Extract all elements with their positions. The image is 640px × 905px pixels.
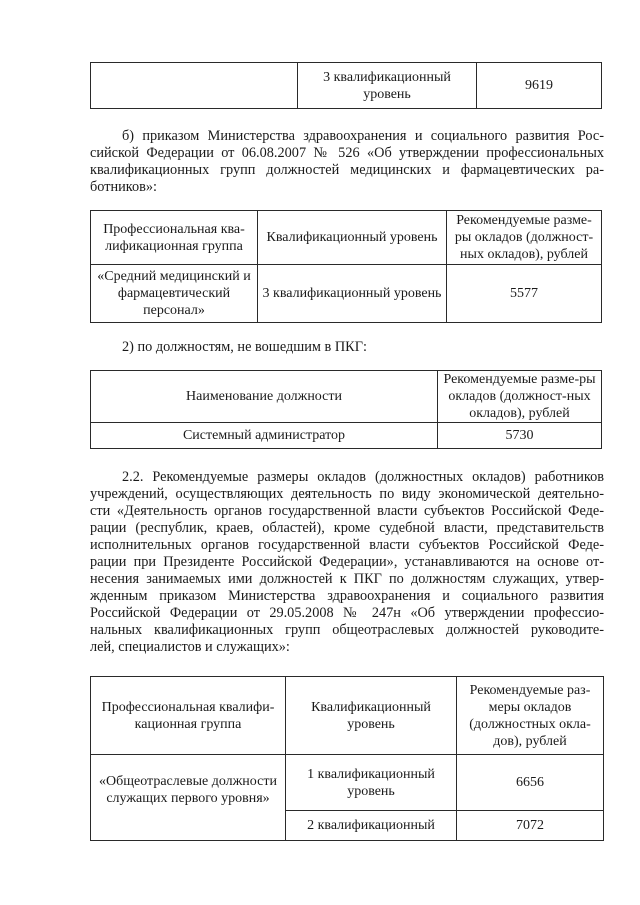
- text-line: Российской Федерации от 29.05.2008 № 247н «Об утверждении профессио-: [90, 605, 604, 621]
- table-1: [90, 62, 602, 109]
- paragraph-2: [122, 339, 602, 356]
- table-header-row: [91, 371, 602, 423]
- table-cell-salary: [477, 63, 602, 109]
- text-line: несения занимаемых ими должностей к ПКГ по должностям служащих, утвер-: [90, 571, 604, 587]
- text-line: рации (республик, краев, областей), кроме судебной власти, представительств: [90, 520, 604, 536]
- text-line: 2.2. Рекомендуемые размеры окладов (должностных окладов) работников: [122, 469, 604, 485]
- text-line: сийской Федерации от 06.08.2007 № 526 «Об утверждении профессиональных: [90, 145, 604, 161]
- table-row: [91, 423, 602, 449]
- table-cell-level: [298, 63, 477, 109]
- cell-salary: 6656: [457, 755, 604, 811]
- text-line: лей, специалистов и служащих»:: [90, 639, 290, 655]
- cell-salary: 5730: [438, 423, 602, 449]
- cell-level: 2 квалификационный: [286, 811, 457, 841]
- header-salary: Рекомендуемые разме-ры окладов (должност-ных окладов), рублей: [447, 211, 602, 265]
- table-row: [91, 755, 604, 811]
- cell-level: 1 квалификационный уровень: [286, 755, 457, 811]
- text-line: сти «Деятельность органов государственной власти субъектов Российской Феде-: [90, 503, 604, 519]
- header-group: Профессиональная ква-лификационная группа: [91, 211, 258, 265]
- cell-group: «Общеотраслевые должности служащих первого уровня»: [91, 755, 286, 841]
- table-row: [91, 63, 602, 109]
- table-4: [90, 676, 604, 841]
- level-text: 3 квалификационный уровень: [323, 69, 451, 102]
- header-level: Квалификационный уровень: [258, 211, 447, 265]
- cell-position: Системный администратор: [91, 423, 438, 449]
- table-cell-empty: [91, 63, 298, 109]
- cell-group: «Средний медицинский и фармацевтический персонал»: [91, 265, 258, 323]
- text-line: квалификационных групп должностей медицинских и фармацевтических ра-: [90, 162, 604, 178]
- table-3: [90, 370, 602, 449]
- cell-level: 3 квалификационный уровень: [258, 265, 447, 323]
- salary-value: 9619: [525, 78, 553, 93]
- table-header-row: [91, 211, 602, 265]
- header-group: Профессиональная квалифи-кационная группа: [91, 677, 286, 755]
- header-level: Квалификационный уровень: [286, 677, 457, 755]
- cell-salary: 5577: [447, 265, 602, 323]
- text-line: жденным приказом Министерства здравоохранения и социального развития: [90, 588, 604, 604]
- text-line: б) приказом Министерства здравоохранения и социального развития Рос-: [122, 128, 604, 144]
- header-salary: Рекомендуемые раз-меры окладов (должностных окла-дов), рублей: [457, 677, 604, 755]
- paragraph-b: [90, 128, 604, 196]
- text-line: нальных квалификационных групп общеотраслевых должностей руководите-: [90, 622, 604, 638]
- header-salary: Рекомендуемые разме-ры окладов (должност-ных окладов), рублей: [438, 371, 602, 423]
- text-line: рации при Президенте Российской Федерации», устанавливаются на основе от-: [90, 554, 604, 570]
- table-2: [90, 210, 602, 323]
- cell-salary: 7072: [457, 811, 604, 841]
- text-line: исполнительных органов государственной власти субъектов Российской Феде-: [90, 537, 604, 553]
- text-line: ботников»:: [90, 179, 158, 195]
- text-line: учреждений, осуществляющих деятельность по виду экономической деятельно-: [90, 486, 604, 502]
- header-position: Наименование должности: [91, 371, 438, 423]
- paragraph-2-2: [90, 469, 604, 656]
- text-line: 2) по должностям, не вошедшим в ПКГ:: [122, 339, 367, 355]
- table-header-row: [91, 677, 604, 755]
- table-row: [91, 265, 602, 323]
